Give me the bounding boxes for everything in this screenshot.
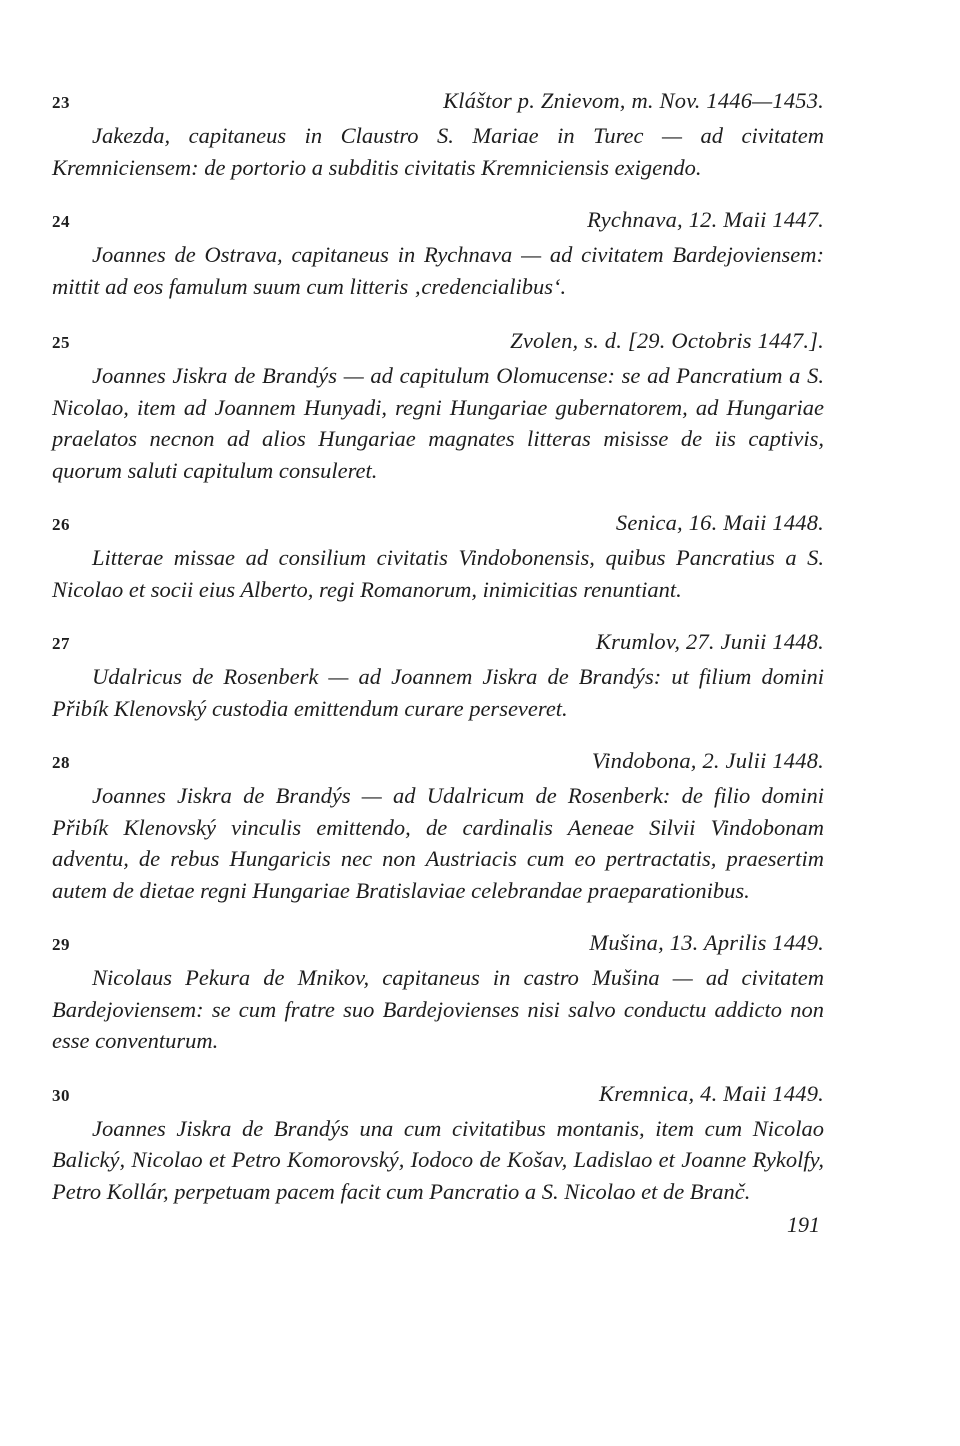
entry-place-date: Vindobona, 2. Julii 1448. [591,748,824,773]
entry-header [52,88,824,120]
entry-place-date: Kremnica, 4. Maii 1449. [599,1080,824,1106]
entry-header [52,930,824,962]
entry-number: 26 [52,515,70,534]
entry-25 [52,328,824,486]
entry-number: 23 [52,93,70,112]
entry-text: Nicolaus Pekura de Mnikov, capitaneus in castro Mušina — ad civitatem Bardejoviensem: se cum fratre suo Bardejovienses nisi salvo conductu addicto non esse conventurum. [52,965,824,1053]
entry-number: 24 [52,212,70,231]
entry-text: Jakezda, capitaneus in Claustro S. Mariae in Turec — ad civitatem Kremniciensem: de portorio a subditis civitatis Kremniciensis exigendo. [52,123,824,180]
entry-text: Joannes Jiskra de Brandýs — ad Udalricum de Rosenberk: de filio domini Přibík Klenovský vinculis emittendo, de cardinalis Aeneae Silvii Vindobonam adventu, de rebus Hungaricis nec non Austriacis cum eo pertractatis, praesertim autem de dietae regni Hungariae Bratislaviae celebrandae praeparationibus. [52,783,824,903]
entry-header [52,328,824,360]
entry-28 [52,748,824,906]
entry-text: Joannes Jiskra de Brandýs una cum civitatibus montanis, item cum Nicolao Balický, Nicolao et Petro Komorovský, Iodoco de Košav, Ladislao et Joanne Rykolfy, Petro Kollár, perpetuam pacem facit cum Pancratio a S. Nicolao et de Branč. [52,1115,824,1204]
entry-header [52,1081,824,1113]
entry-number: 29 [52,935,70,954]
entry-place-date: Zvolen, s. d. [29. Octobris 1447.]. [510,328,824,353]
entry-number: 25 [52,333,70,352]
entry-30 [52,1081,824,1208]
entry-place-date: Kláštor p. Znievom, m. Nov. 1446—1453. [443,88,824,113]
entry-text: Joannes de Ostrava, capitaneus in Rychnava — ad civitatem Bardejoviensem: mittit ad eos famulum suum cum litteris ‚credencialibus‘. [52,242,824,299]
entry-number: 28 [52,753,70,772]
entry-text: Udalricus de Rosenberk — ad Joannem Jiskra de Brandýs: ut filium domini Přibík Klenovský custodia emittendum curare perseveret. [52,664,824,721]
entry-place-date: Mušina, 13. Aprilis 1449. [589,930,824,955]
entry-header [52,207,824,239]
entry-26 [52,510,824,605]
entry-place-date: Rychnava, 12. Maii 1447. [587,207,824,232]
entry-23 [52,88,824,183]
entry-header [52,748,824,780]
entry-number: 27 [52,634,70,653]
entry-text: Litterae missae ad consilium civitatis Vindobonensis, quibus Pancratius a S. Nicolao et socii eius Alberto, regi Romanorum, inimicitias renuntiant. [52,545,824,602]
entry-number: 30 [52,1085,70,1105]
entry-27 [52,629,824,724]
entry-header [52,629,824,661]
entry-text: Joannes Jiskra de Brandýs — ad capitulum Olomucense: se ad Pancratium a S. Nicolao, item ad Joannem Hunyadi, regni Hungariae gubernatorem, ad Hungariae praelatos necnon ad alios Hungariae magnates litteras misisse de iis captivis, quorum saluti capitulum consuleret. [52,363,824,483]
entry-place-date: Senica, 16. Maii 1448. [615,510,824,535]
entry-24 [52,207,824,302]
entry-header [52,510,824,542]
document-page [52,88,824,1231]
page-number: 191 [787,1212,820,1237]
entry-place-date: Krumlov, 27. Junii 1448. [595,629,824,654]
entry-29 [52,930,824,1057]
